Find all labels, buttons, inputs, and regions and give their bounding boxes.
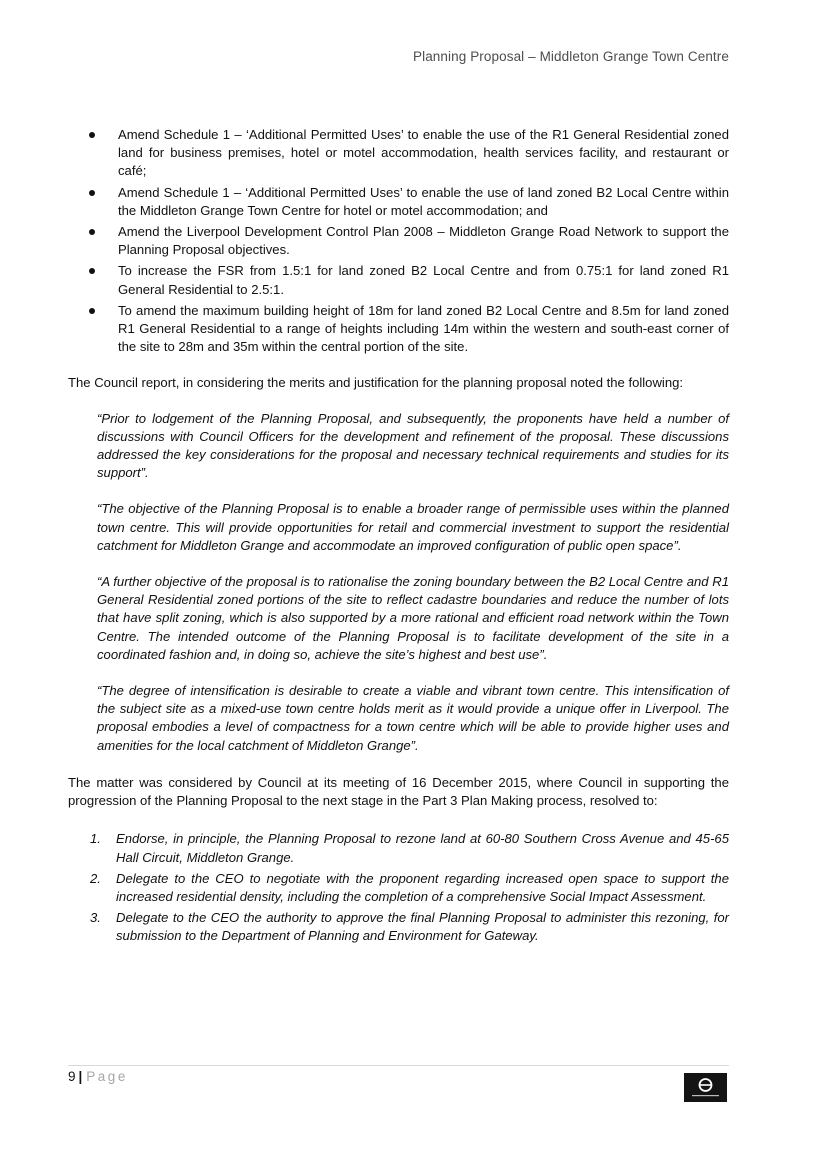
quote-paragraph: “A further objective of the proposal is to rationalise the zoning boundary between the B2 Local Centre and R1 General Residential zoned portions of the site to reflect cadastre boundaries and reduce the number of lots that have split zoning, which is also supported by a more rational and efficient road network within the Town Centre. The intended outcome of the Planning Proposal is to facilitate development of the site in a coordinated fashion and, in doing so, achieve the site’s highest and best use”. (97, 574, 729, 662)
resolution-list (68, 830, 729, 945)
quote-paragraph: “The degree of intensification is desirable to create a viable and vibrant town centre. This intensification of the subject site as a mixed-use town centre holds merit as it would provide a unique offer in Liverpool. The proposal embodies a level of compactness for a town centre which will be able to provide higher uses and amenities for the local catchment of Middleton Grange”. (97, 683, 729, 753)
quote-paragraph: “The objective of the Planning Proposal is to enable a broader range of permissible uses within the planned town centre. This will provide opportunities for retail and commercial investment to support the residential catchment for Middleton Grange and accommodate an improved configuration of public open space”. (97, 501, 729, 553)
bullet-icon (89, 229, 95, 235)
bullet-icon (89, 308, 95, 314)
page-label: Page (86, 1069, 128, 1084)
bullet-icon (89, 268, 95, 274)
bullet-list (68, 126, 729, 356)
bullet-item (68, 184, 729, 220)
resolution-item (68, 909, 729, 945)
page-number: 9 (68, 1069, 76, 1084)
bullet-item (68, 223, 729, 259)
intro-paragraph: The Council report, in considering the merits and justification for the planning proposal noted the following: (68, 375, 684, 391)
resolution-text: Delegate to the CEO the authority to approve the final Planning Proposal to administer this rezoning, for submission to the Department of Planning and Environment for Gateway. (116, 910, 729, 944)
bullet-item (68, 262, 729, 298)
resolution-number: 1. (90, 831, 101, 847)
page-number-footer (68, 1069, 128, 1084)
resolution-item (68, 870, 729, 906)
resolution-number: 3. (90, 910, 101, 926)
company-logo-icon (684, 1073, 727, 1102)
bullet-icon (89, 132, 95, 138)
page-content (68, 126, 729, 949)
bullet-text: To increase the FSR from 1.5:1 for land zoned B2 Local Centre and from 0.75:1 for land zoned R1 General Residential to 2.5:1. (118, 263, 729, 297)
footer-divider (68, 1065, 729, 1066)
bullet-item (68, 302, 729, 357)
running-header: Planning Proposal – Middleton Grange Town Centre (413, 49, 729, 64)
resolution-text: Endorse, in principle, the Planning Proposal to rezone land at 60-80 Southern Cross Avenue and 45-65 Hall Circuit, Middleton Grange. (116, 831, 729, 865)
bullet-item (68, 126, 729, 181)
bullet-text: Amend Schedule 1 – ‘Additional Permitted Uses’ to enable the use of the R1 General Residential zoned land for business premises, hotel or motel accommodation, health services facility, and restaurant or café; (118, 127, 729, 179)
page-separator: | (78, 1069, 83, 1084)
resolution-number: 2. (90, 870, 101, 886)
resolution-text: Delegate to the CEO to negotiate with the proponent regarding increased open space to support the increased residential density, including the completion of a comprehensive Social Impact Assessment. (116, 870, 729, 904)
bullet-text: Amend the Liverpool Development Control Plan 2008 – Middleton Grange Road Network to support the Planning Proposal objectives. (118, 224, 729, 258)
bullet-text: To amend the maximum building height of 18m for land zoned B2 Local Centre and 8.5m for land zoned R1 General Residential to a range of heights including 14m within the western and south-east corner of the site to 28m and 35m within the central portion of the site. (118, 302, 729, 355)
bullet-text: Amend Schedule 1 – ‘Additional Permitted Uses’ to enable the use of land zoned B2 Local Centre within the Middleton Grange Town Centre for hotel or motel accommodation; and (118, 184, 729, 218)
bullet-icon (89, 190, 95, 196)
quote-paragraph: “Prior to lodgement of the Planning Proposal, and subsequently, the proponents have held a number of discussions with Council Officers for the development and refinement of the proposal. These discussions addressed the key considerations for the proposal and necessary technical requirements and studies for its support”. (97, 410, 729, 481)
council-meeting-paragraph: The matter was considered by Council at its meeting of 16 December 2015, where Council in supporting the progression of the Planning Proposal to the next stage in the Part 3 Plan Making process, resolved to: (68, 774, 729, 809)
resolution-item (68, 830, 729, 866)
